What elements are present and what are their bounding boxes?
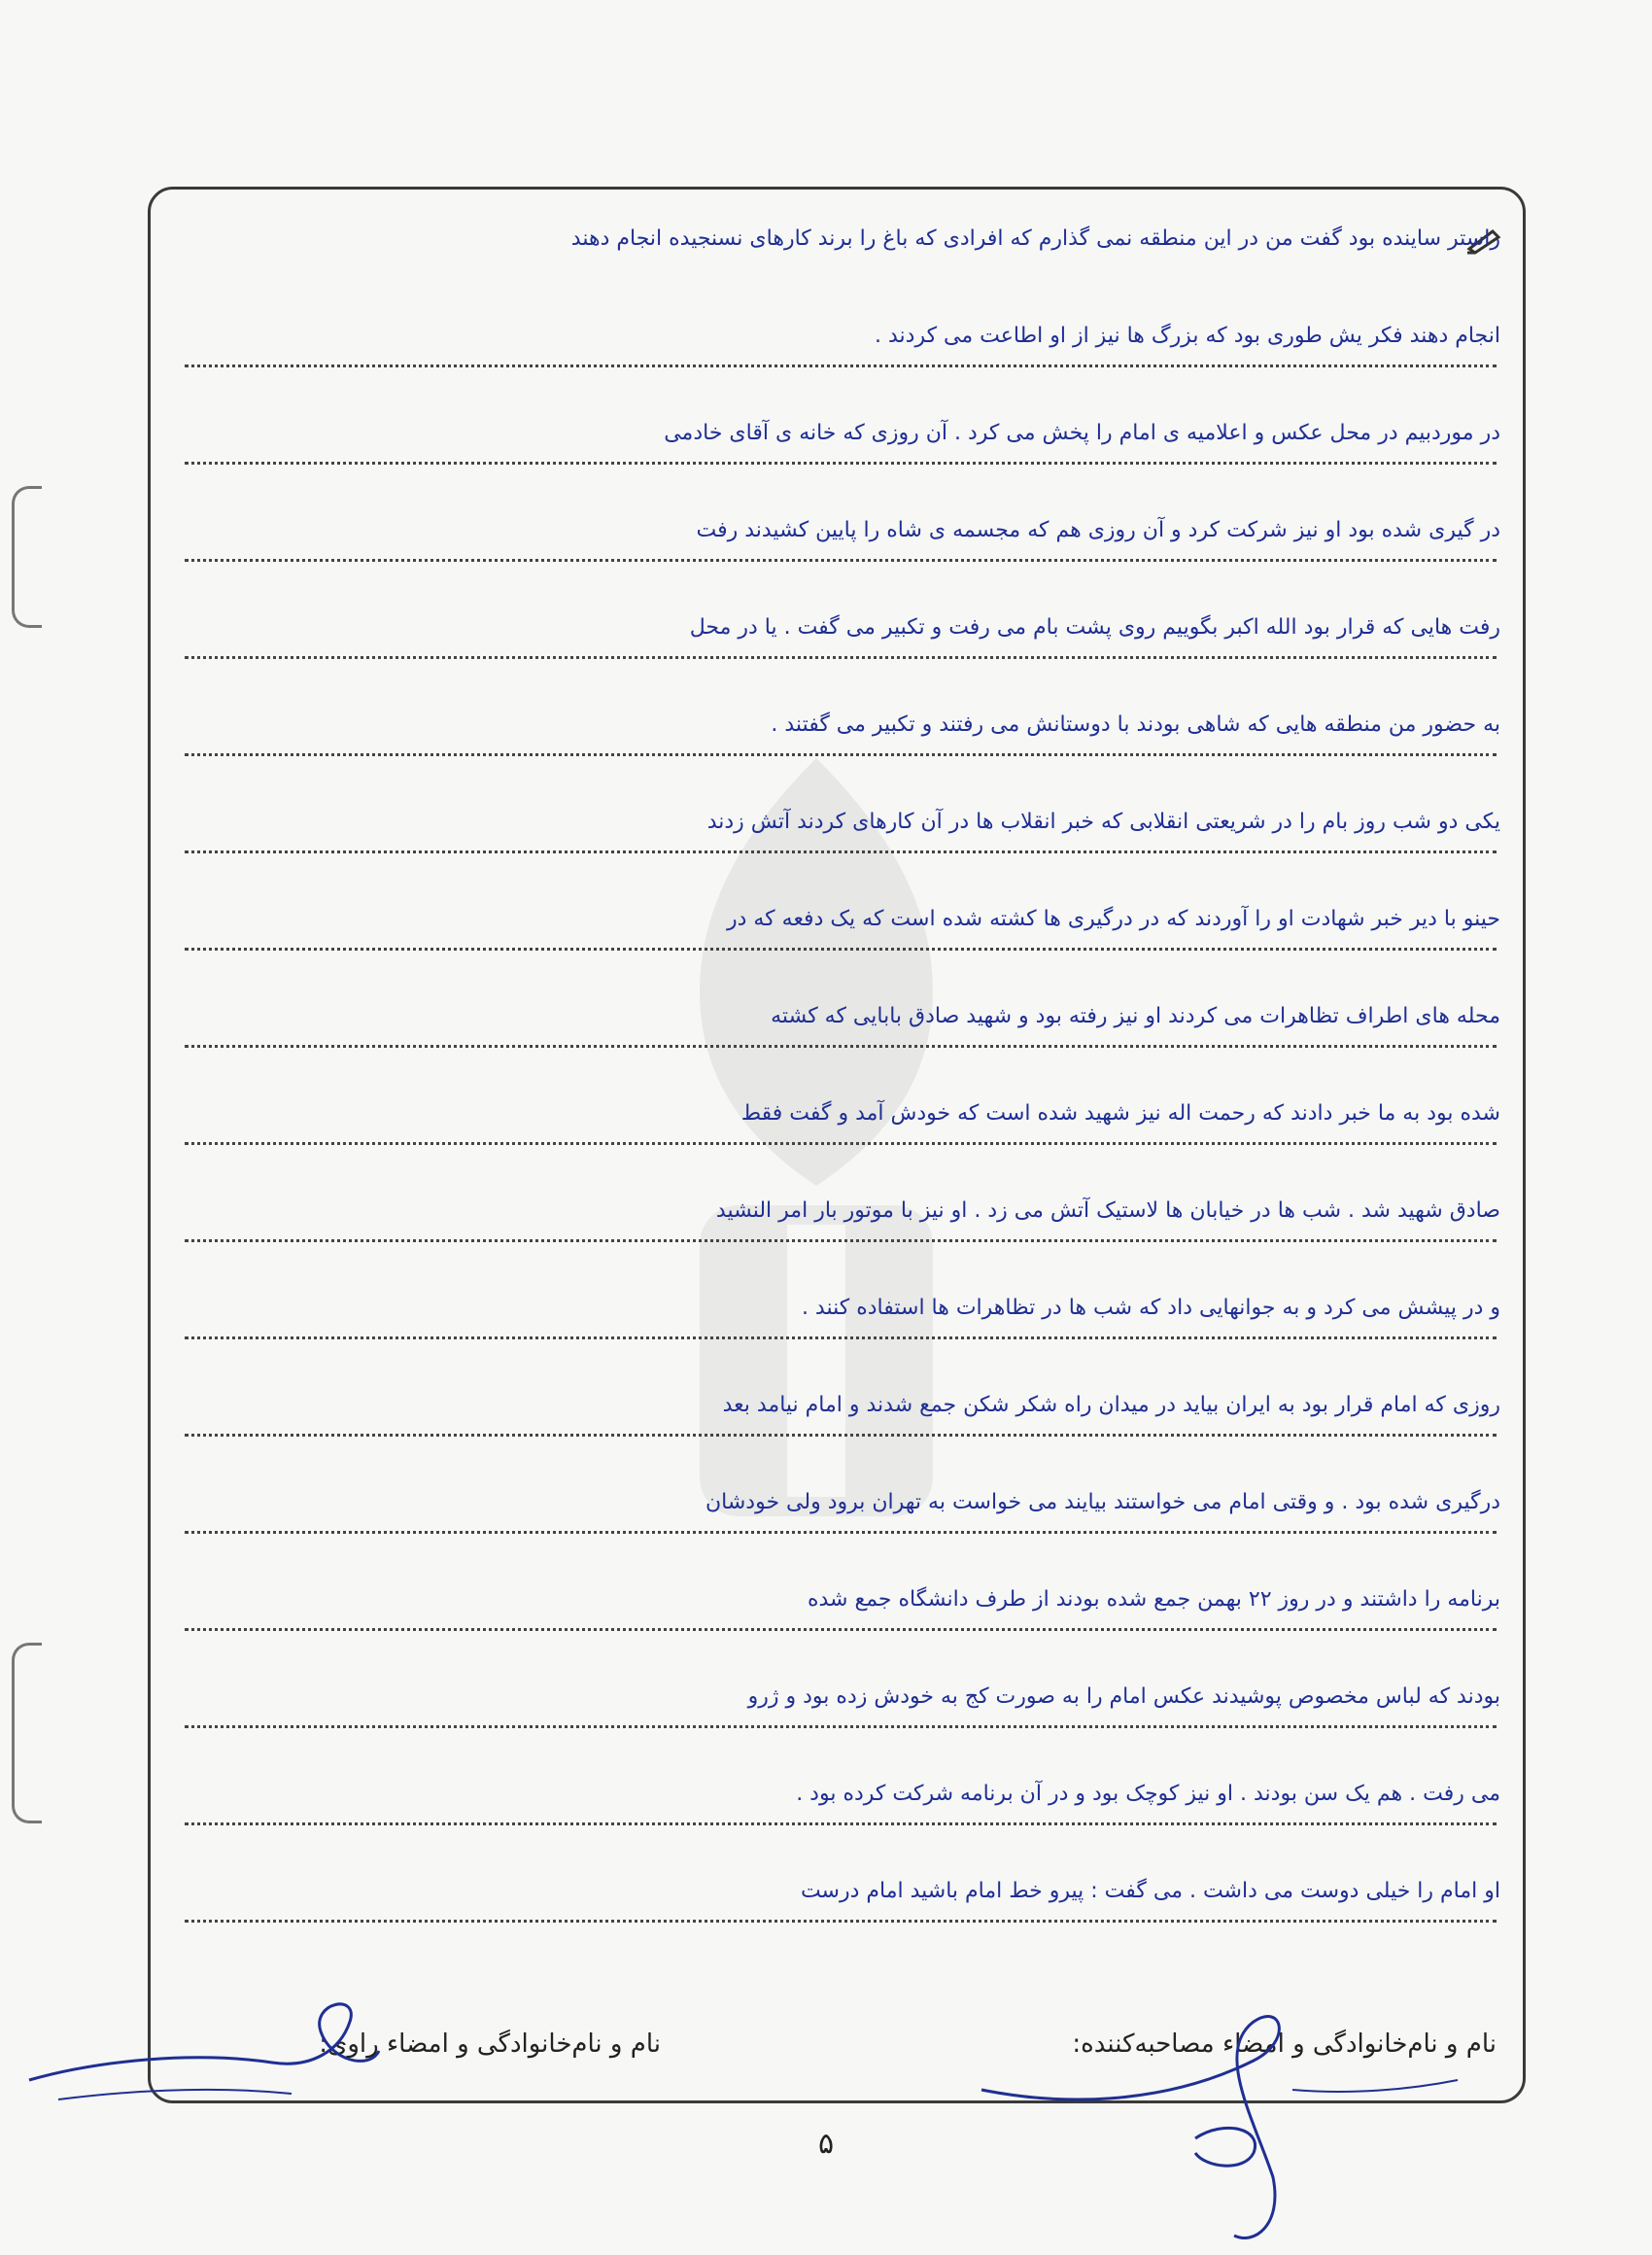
dotted-rule bbox=[185, 1336, 1497, 1339]
line-text: یکی دو شب روز بام را در شریعتی انقلابی که خبر انقلاب ها در آن کارهای کردند آتش زدند bbox=[706, 810, 1500, 834]
handwritten-line bbox=[175, 1555, 1506, 1652]
narrator-signature bbox=[19, 1993, 389, 2119]
handwritten-line bbox=[175, 583, 1506, 680]
line-text: و در پیشش می کرد و به جوانهایی داد که شب ها در تظاهرات ها استفاده کنند . bbox=[801, 1296, 1500, 1320]
handwritten-line bbox=[175, 1750, 1506, 1847]
binder-ring-mark bbox=[12, 1643, 42, 1823]
line-text: انجام دهند فکر یش طوری بود که بزرگ ها نیز از او اطاعت می کردند . bbox=[875, 324, 1500, 348]
line-text: برنامه را داشتند و در روز ۲۲ بهمن جمع شده بودند از طرف دانشگاه جمع شده bbox=[807, 1587, 1500, 1612]
dotted-rule bbox=[185, 753, 1497, 756]
dotted-rule bbox=[185, 1628, 1497, 1631]
handwritten-line bbox=[175, 1458, 1506, 1555]
line-text: بودند که لباس مخصوص پوشیدند عکس امام را به صورت کج به خودش زده بود و ژرو bbox=[747, 1684, 1500, 1709]
dotted-rule bbox=[185, 1920, 1497, 1923]
handwritten-line bbox=[175, 972, 1506, 1069]
line-text: درگیری شده بود . و وقتی امام می خواستند بیایند می خواست به تهران برود ولی خودشان bbox=[706, 1490, 1500, 1514]
line-text: صادق شهید شد . شب ها در خیابان ها لاستیک آتش می زد . او نیز با موتور بار امر النشید bbox=[715, 1198, 1500, 1223]
line-text: او امام را خیلی دوست می داشت . می گفت : پیرو خط امام باشید امام درست bbox=[800, 1879, 1500, 1903]
dotted-rule bbox=[185, 1531, 1497, 1534]
line-text: در گیری شده بود او نیز شرکت کرد و آن روزی هم که مجسمه ی شاه را پایین کشیدند رفت bbox=[696, 518, 1500, 542]
dotted-rule bbox=[185, 948, 1497, 951]
handwritten-line bbox=[175, 1166, 1506, 1264]
dotted-rule bbox=[185, 1045, 1497, 1048]
dotted-rule bbox=[185, 559, 1497, 562]
handwritten-line bbox=[175, 292, 1506, 389]
binder-ring-mark bbox=[12, 486, 42, 628]
handwritten-line bbox=[175, 486, 1506, 583]
handwritten-line bbox=[175, 389, 1506, 486]
line-text: روزی که امام قرار بود به ایران بیاید در میدان راه شکر شکن جمع شدند و امام نیامد بعد bbox=[722, 1393, 1500, 1417]
line-text: راستر ساینده بود گفت من در این منطقه نمی گذارم که افرادی که باغ را برند کارهای نسنجیده انجام دهند bbox=[570, 226, 1500, 251]
dotted-rule bbox=[185, 850, 1497, 853]
handwritten-line bbox=[175, 1652, 1506, 1750]
handwritten-line bbox=[175, 875, 1506, 972]
line-text: شده بود به ما خبر دادند که رحمت اله نیز شهید شده است که خودش آمد و گفت فقط bbox=[740, 1101, 1500, 1126]
handwritten-line bbox=[175, 1069, 1506, 1166]
dotted-rule bbox=[185, 1725, 1497, 1728]
handwritten-line bbox=[175, 1847, 1506, 1944]
handwritten-line bbox=[175, 194, 1506, 292]
dotted-rule bbox=[185, 364, 1497, 367]
dotted-rule bbox=[185, 1434, 1497, 1437]
interviewer-signature bbox=[962, 1944, 1467, 2255]
dotted-rule bbox=[185, 1142, 1497, 1145]
line-text: در موردبیم در محل عکس و اعلامیه ی امام را پخش می کرد . آن روزی که خانه ی آقای خادمی bbox=[664, 421, 1500, 445]
dotted-rule bbox=[185, 1822, 1497, 1825]
narrator-signature-label: نام و نام‌خانوادگی و امضاء راوی: bbox=[319, 2030, 661, 2059]
line-text: محله های اطراف تظاهرات می کردند او نیز رفته بود و شهید صادق بابایی که کشته bbox=[771, 1004, 1500, 1028]
line-text: می رفت . هم یک سن بودند . او نیز کوچک بود و در آن برنامه شرکت کرده بود . bbox=[796, 1782, 1500, 1806]
dotted-rule bbox=[185, 656, 1497, 659]
handwritten-line bbox=[175, 1264, 1506, 1361]
line-text: به حضور من منطقه هایی که شاهی بودند با دوستانش می رفتند و تکبیر می گفتند . bbox=[771, 712, 1500, 737]
handwritten-line bbox=[175, 778, 1506, 875]
handwritten-line bbox=[175, 680, 1506, 778]
dotted-rule bbox=[185, 1239, 1497, 1242]
handwritten-line bbox=[175, 1361, 1506, 1458]
page-number: ۵ bbox=[817, 2127, 835, 2161]
line-text: رفت هایی که قرار بود الله اکبر بگوییم روی پشت بام می رفت و تکبیر می گفت . یا در محل bbox=[689, 615, 1500, 640]
interviewer-signature-label: نام و نام‌خانوادگی و امضاء مصاحبه‌کننده: bbox=[1072, 2030, 1497, 2059]
line-text: حینو با دیر خبر شهادت او را آوردند که در درگیری ها کشته شده است که یک دفعه که در bbox=[726, 907, 1500, 931]
dotted-rule bbox=[185, 462, 1497, 465]
